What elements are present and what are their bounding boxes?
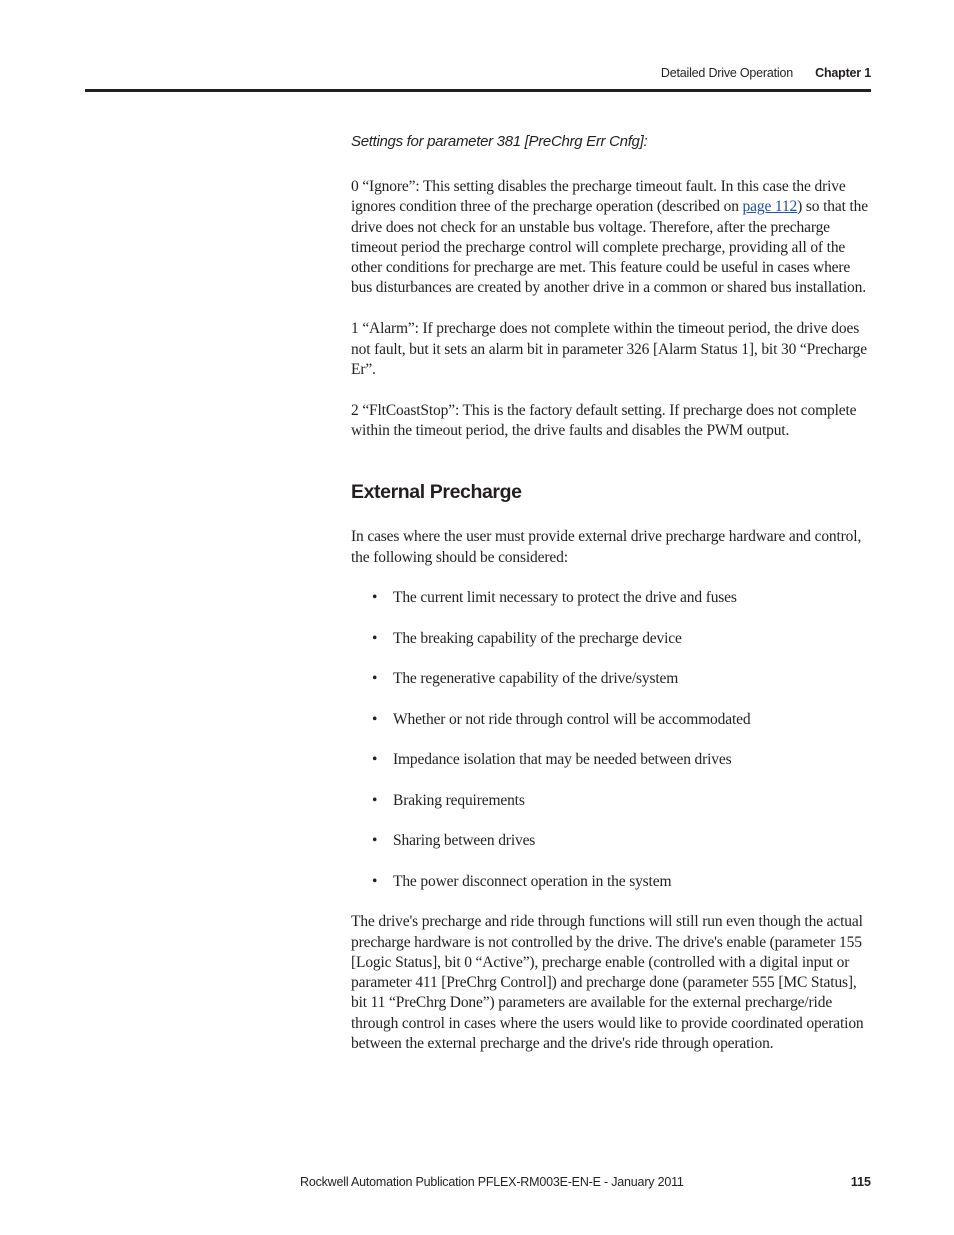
ignore-text-end: ) so that the drive does not check for an unstable bus voltage. Therefore, after the precharge timeout period the precharge control will complete precharge, providing all of the other conditions for precharge are met. This feature could be useful in cases where bus disturbances are created by another drive in a common or shared bus installation. [351,198,868,297]
header-rule [85,89,871,92]
considerations-list [351,588,871,892]
list-item: • Whether or not ride through control will be accommodated [351,710,871,730]
page-number: 115 [850,1175,871,1189]
bullet-icon: • [372,832,378,850]
setting-ignore-paragraph [351,177,871,299]
list-item: • The breaking capability of the precharge device [351,629,871,649]
intro-paragraph: In cases where the user must provide external drive precharge hardware and control, the following should be considered: [351,528,862,566]
list-item: • Braking requirements [351,791,871,811]
bullet-icon: • [372,710,378,728]
setting-alarm-paragraph: 1 “Alarm”: If precharge does not complete within the timeout period, the drive does not fault, but it sets an alarm bit in parameter 326 [Alarm Status 1], bit 30 “Precharge Er”. [351,320,867,378]
list-item: • The regenerative capability of the drive/system [351,669,871,689]
list-item: • Sharing between drives [351,831,871,851]
section-heading-external-precharge: External Precharge [351,481,522,504]
setting-fltcoaststop-paragraph: 2 “FltCoastStop”: This is the factory default setting. If precharge does not complete within the timeout period, the drive faults and disables the PWM output. [351,401,857,439]
footer-publication: Rockwell Automation Publication PFLEX-RM003E-EN-E - January 2011 [300,1175,684,1189]
header-section-title: Detailed Drive Operation [660,66,793,80]
main-content [351,133,871,1075]
bullet-icon: • [372,589,378,607]
bullet-icon: • [372,751,378,769]
bullet-icon: • [372,629,378,647]
header-chapter-label: Chapter 1 [815,66,871,80]
closing-paragraph: The drive's precharge and ride through functions will still run even though the actual precharge hardware is not controlled by the drive. The drive's enable (parameter 155 [Logic Status], bit 0 “Active”), precharge enable (controlled with a digital input or parameter 411 [PreChrg Control]) and precharge done (parameter 555 [MC Status], bit 11 “PreChrg Done”) parameters are available for the external precharge/ride through control in cases where the users would like to provide coordinated operation between the external precharge and the drive's ride through operation. [351,913,864,1053]
list-item: • The power disconnect operation in the system [351,872,871,892]
page-header [85,64,871,84]
settings-subheading: Settings for parameter 381 [PreChrg Err Cnfg]: [351,133,648,150]
ignore-text-start: 0 “Ignore”: This setting disables the precharge timeout fault. In this case the drive ignores condition three of the precharge operation (described on [351,178,846,216]
bullet-icon: • [372,670,378,688]
bullet-icon: • [372,791,378,809]
list-item: • The current limit necessary to protect the drive and fuses [351,588,871,608]
page-112-link[interactable]: page 112 [742,198,798,216]
page-footer [85,1175,871,1195]
list-item: • Impedance isolation that may be needed between drives [351,750,871,770]
bullet-icon: • [372,872,378,890]
